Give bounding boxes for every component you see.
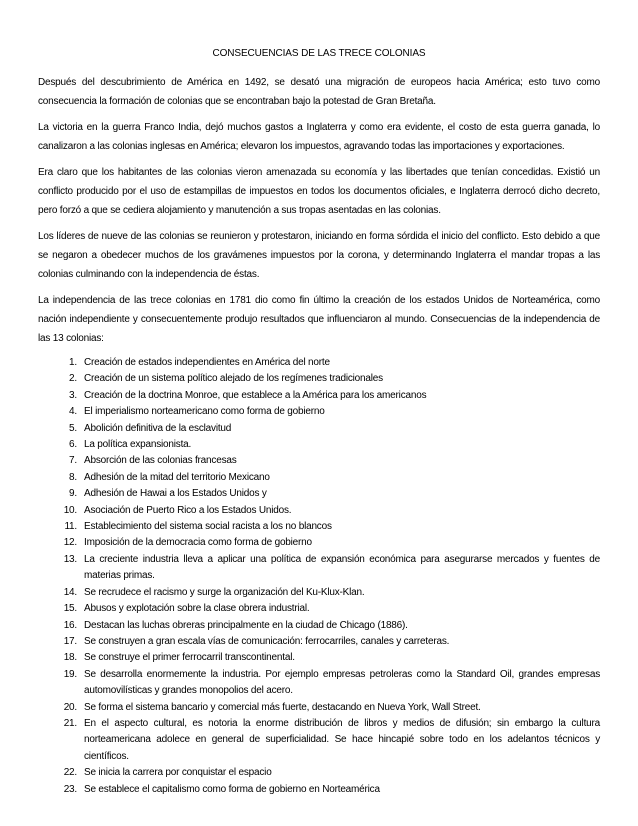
list-item (38, 486, 600, 502)
list-item-number: 2. (69, 373, 77, 385)
list-item-number: 8. (69, 471, 77, 483)
list-item-text: Creación de la doctrina Monroe, que establece a la América para los americanos (84, 389, 427, 401)
list-item-number: 5. (69, 422, 77, 434)
list-item-text: Se construyen a gran escala vías de comunicación: ferrocarriles, canales y carreteras. (84, 635, 450, 647)
list-item-number: 20. (63, 701, 77, 713)
list-item-number: 3. (69, 389, 77, 401)
list-item (38, 585, 600, 601)
list-item-text: Adhesión de la mitad del territorio Mexicano (84, 471, 270, 483)
list-item (38, 453, 600, 469)
list-item-number: 22. (63, 767, 77, 779)
paragraph-2: La victoria en la guerra Franco India, dejó muchos gastos a Inglaterra y como era evidente, el costo de esta guerra ganada, lo canalizaron a las colonias inglesas en América; elevaron los impuestos, agravando todas las importaciones y exportaciones. (38, 122, 600, 152)
list-item-number: 21. (63, 717, 77, 729)
list-item (38, 700, 600, 716)
list-item (38, 535, 600, 551)
list-item (38, 716, 600, 765)
list-item-number: 6. (69, 439, 77, 451)
list-item-text: Adhesión de Hawai a los Estados Unidos y (84, 488, 267, 500)
list-item-text: Abusos y explotación sobre la clase obrera industrial. (84, 603, 310, 615)
list-item-number: 12. (63, 537, 77, 549)
list-item-text: En el aspecto cultural, es notoria la enorme distribución de libros y medios de difusión; sin embargo la cultura norteamericana adolece en general de superficialidad. Se hace hincapié sobre todo en los adelantos técnicos y científicos. (84, 717, 600, 762)
list-item-number: 1. (69, 357, 77, 368)
list-item (38, 437, 600, 453)
paragraph-1: Después del descubrimiento de América en 1492, se desató una migración de europeos hacia América; esto tuvo como consecuencia la formación de colonias que se encontraban bajo la potestad de Gran Bretaña. (38, 77, 600, 107)
list-item (38, 371, 600, 387)
list-item-text: La política expansionista. (84, 439, 192, 451)
list-item (38, 618, 600, 634)
list-item-text: Imposición de la democracia como forma de gobierno (84, 537, 312, 549)
list-item (38, 404, 600, 420)
list-item-number: 7. (69, 455, 77, 467)
paragraph-3: Era claro que los habitantes de las colonias vieron amenazada su economía y las libertades que tenían concedidas. Existió un conflicto producido por el uso de estampillas de impuestos en todos los documentos oficiales, e Inglaterra derrocó dicho decreto, pero forzó a que se cediera alojamiento y manutención a sus tropas asentadas en las colonias. (38, 167, 600, 216)
list-item-text: Destacan las luchas obreras principalmente en la ciudad de Chicago (1886). (84, 619, 408, 631)
list-item-text: Creación de estados independientes en América del norte (84, 357, 330, 368)
list-item (38, 634, 600, 650)
list-item-text: Absorción de las colonias francesas (84, 455, 237, 467)
list-item-text: El imperialismo norteamericano como forma de gobierno (84, 406, 325, 418)
list-item (38, 355, 600, 371)
list-item-text: Creación de un sistema político alejado de los regímenes tradicionales (84, 373, 383, 385)
list-item (38, 470, 600, 486)
list-item-number: 10. (63, 504, 77, 516)
list-item (38, 519, 600, 535)
list-item-text: Se forma el sistema bancario y comercial más fuerte, destacando en Nueva York, Wall Street. (84, 701, 481, 713)
list-item (38, 601, 600, 617)
list-item-number: 18. (63, 652, 77, 664)
list-item-text: Se recrudece el racismo y surge la organización del Ku-Klux-Klan. (84, 586, 365, 598)
list-item-text: Se establece el capitalismo como forma de gobierno en Norteamérica (84, 783, 380, 795)
paragraph-4: Los líderes de nueve de las colonias se reunieron y protestaron, iniciando en forma sórdida el inicio del conflicto. Esto debido a que se negaron a obedecer muchos de los gravámenes impuestos por la corona, y determinando Inglaterra el mandar tropas a las colonias culminando con la independencia de éstas. (38, 231, 600, 280)
list-item-text: Establecimiento del sistema social racista a los no blancos (84, 521, 332, 533)
list-item-text: La creciente industria lleva a aplicar una política de expansión económica para asegurarse mercados y fuentes de materias primas. (84, 553, 600, 582)
list-item-number: 15. (63, 603, 77, 615)
list-item (38, 503, 600, 519)
list-item-number: 17. (63, 635, 77, 647)
list-item-number: 13. (63, 553, 77, 565)
list-item (38, 765, 600, 781)
list-item-text: Se construye el primer ferrocarril transcontinental. (84, 652, 295, 664)
list-item-number: 16. (63, 619, 77, 631)
list-item (38, 552, 600, 585)
list-item (38, 421, 600, 437)
paragraph-5: La independencia de las trece colonias en 1781 dio como fin último la creación de los estados Unidos de Norteamérica, como nación independiente y consecuentemente produjo resultados que influenciaron al mundo. Consecuencias de la independencia de las 13 colonias: (38, 295, 600, 344)
document-title: CONSECUENCIAS DE LAS TRECE COLONIAS (212, 48, 426, 59)
consequences-list (38, 355, 600, 798)
list-item-text: Asociación de Puerto Rico a los Estados Unidos. (84, 504, 292, 516)
list-item-number: 19. (63, 668, 77, 680)
list-item (38, 782, 600, 798)
list-item (38, 667, 600, 700)
list-item (38, 650, 600, 666)
list-item-number: 14. (63, 586, 77, 598)
list-item-number: 11. (64, 521, 77, 533)
list-item-number: 9. (69, 488, 77, 500)
list-item-number: 23. (63, 783, 77, 795)
list-item-text: Se inicia la carrera por conquistar el espacio (84, 767, 272, 779)
list-item-number: 4. (69, 406, 77, 418)
list-item-text: Abolición definitiva de la esclavitud (84, 422, 232, 434)
list-item-text: Se desarrolla enormemente la industria. Por ejemplo empresas petroleras como la Standard Oil, grandes empresas automovilísticas y grandes monopolios del acero. (84, 668, 600, 697)
list-item (38, 388, 600, 404)
